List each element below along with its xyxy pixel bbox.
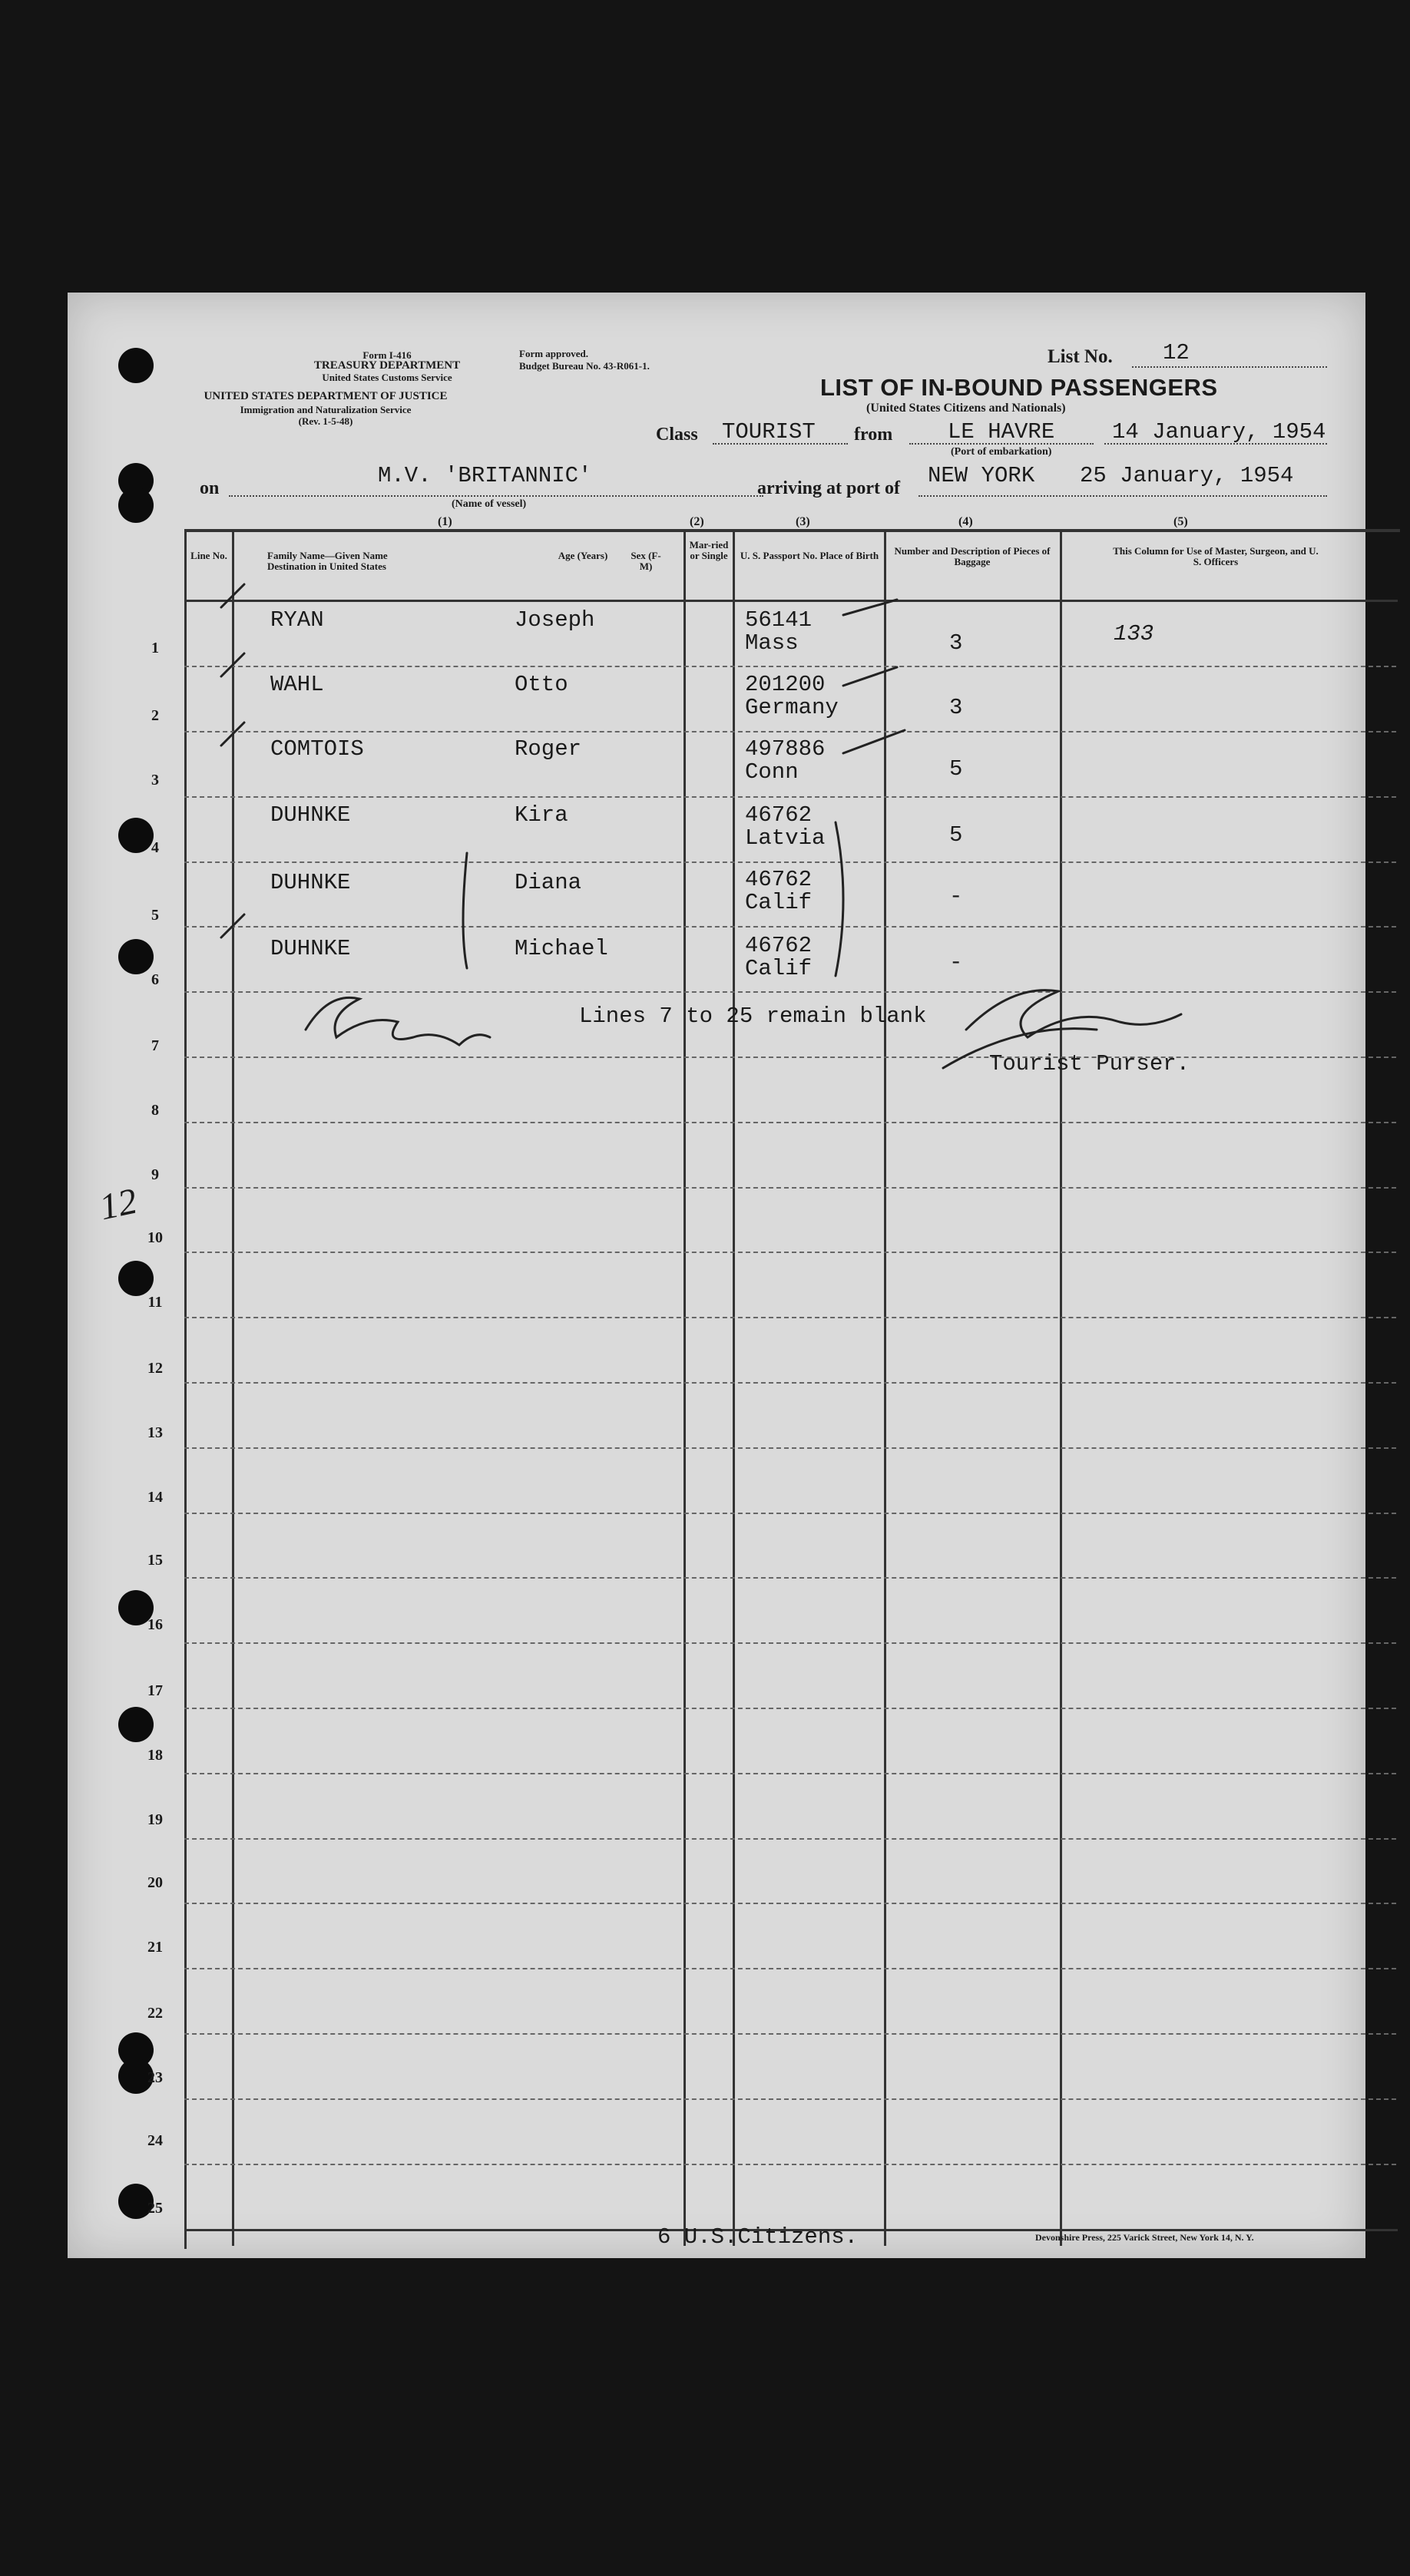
given-name: Roger <box>515 736 582 762</box>
line-number: 1 <box>151 640 159 656</box>
line-number: 10 <box>147 1229 163 1246</box>
port-embarkation-caption: (Port of embarkation) <box>951 446 1052 458</box>
vessel-caption: (Name of vessel) <box>452 498 527 510</box>
passport-number: 46762 <box>745 933 813 958</box>
form-approved: Form approved. <box>519 348 589 359</box>
family-name: COMTOIS <box>270 736 364 762</box>
rev-label: (Rev. 1-5-48) <box>298 415 353 427</box>
given-name: Michael <box>515 936 608 961</box>
col4-number: (4) <box>958 515 973 528</box>
manifest-page <box>68 293 1365 2258</box>
place-of-birth: Latvia <box>745 825 826 851</box>
baggage-count: 3 <box>949 630 963 656</box>
signature-stroke <box>306 997 490 1045</box>
class-value: TOURIST <box>722 419 816 445</box>
line-number: 6 <box>151 971 159 988</box>
baggage-count: 5 <box>949 822 963 848</box>
line-number: 14 <box>147 1489 163 1506</box>
line-number: 8 <box>151 1102 159 1119</box>
header-officers: This Column for Use of Master, Surgeon, and U. S. Officers <box>1113 545 1319 567</box>
passport-number: 497886 <box>745 736 826 762</box>
line-number: 5 <box>151 907 159 924</box>
header-name: Family Name—Given Name Destination in United States <box>267 550 388 572</box>
line-number: 7 <box>151 1037 159 1054</box>
handwriting-marks <box>68 293 1365 1137</box>
header-sex: Sex (F-M) <box>631 550 661 572</box>
arriving-label: arriving at port of <box>757 478 900 498</box>
line-number: 13 <box>147 1424 163 1441</box>
passport-number: 201200 <box>745 672 826 697</box>
baggage-count: 5 <box>949 756 963 782</box>
line-number: 2 <box>151 707 159 724</box>
baggage-count: - <box>949 884 963 909</box>
line-number: 20 <box>147 1874 163 1891</box>
list-no-value: 12 <box>1163 340 1190 365</box>
line-number: 19 <box>147 1811 163 1828</box>
passport-number: 46762 <box>745 867 813 892</box>
baggage-count: 3 <box>949 695 963 720</box>
given-name: Kira <box>515 802 568 828</box>
vessel-name: M.V. 'BRITANNIC' <box>378 463 592 488</box>
footer-total: 6 U.S.Citizens. <box>657 2224 859 2250</box>
punch-hole <box>118 1707 154 1742</box>
col2-number: (2) <box>690 515 704 528</box>
line-number: 15 <box>147 1552 163 1569</box>
signature-stroke <box>966 990 1181 1037</box>
given-name: Otto <box>515 672 568 697</box>
punch-hole <box>118 1261 154 1296</box>
line-number: 18 <box>147 1747 163 1764</box>
class-label: Class <box>656 425 698 445</box>
margin-note: 12 <box>96 1180 141 1228</box>
col3-number: (3) <box>796 515 810 528</box>
printer-imprint: Devonshire Press, 225 Varick Street, New York 14, N. Y. <box>1035 2232 1254 2243</box>
place-of-birth: Calif <box>745 956 813 981</box>
given-name: Joseph <box>515 607 595 633</box>
tick-mark <box>221 584 244 607</box>
family-name: DUHNKE <box>270 870 351 895</box>
list-no-label: List No. <box>1048 346 1113 367</box>
line-number: 11 <box>147 1294 163 1311</box>
bracket-mark <box>836 822 843 976</box>
place-of-birth: Conn <box>745 759 799 785</box>
header-age: Age (Years) <box>558 550 608 561</box>
departure-date: 14 January, 1954 <box>1112 419 1326 445</box>
place-of-birth: Mass <box>745 630 799 656</box>
line-number: 16 <box>147 1616 163 1633</box>
budget-bureau: Budget Bureau No. 43-R061-1. <box>519 360 650 372</box>
line-number: 21 <box>147 1939 163 1956</box>
check-mark <box>843 730 905 753</box>
line-number: 12 <box>147 1360 163 1377</box>
header-passport: U. S. Passport No. Place of Birth <box>740 550 879 561</box>
given-name: Diana <box>515 870 582 895</box>
check-mark <box>843 667 897 686</box>
family-name: RYAN <box>270 607 324 633</box>
tick-mark <box>221 723 244 746</box>
ins-label: Immigration and Naturalization Service <box>240 404 412 415</box>
place-of-birth: Germany <box>745 695 839 720</box>
line-number: 23 <box>147 2069 163 2086</box>
family-name: DUHNKE <box>270 936 351 961</box>
line-number: 9 <box>151 1166 159 1183</box>
line-number: 22 <box>147 2005 163 2022</box>
port-embarkation: LE HAVRE <box>948 419 1055 445</box>
line-number: 3 <box>151 772 159 789</box>
customs-label: United States Customs Service <box>322 372 452 383</box>
blank-lines-note: Lines 7 to 25 remain blank <box>579 1004 927 1029</box>
page-title: LIST OF IN-BOUND PASSENGERS <box>820 374 1218 401</box>
signature-stroke <box>943 1029 1097 1068</box>
header-married: Mar-ried or Single <box>689 539 729 561</box>
treasury-label: TREASURY DEPARTMENT <box>313 359 461 372</box>
place-of-birth: Calif <box>745 890 813 915</box>
arrival-date: 25 January, 1954 <box>1080 463 1294 488</box>
officer-note: 133 <box>1114 621 1154 646</box>
tick-mark <box>221 914 244 937</box>
baggage-count: - <box>949 950 963 975</box>
tick-mark <box>221 653 244 676</box>
header-line-no: Line No. <box>190 550 227 561</box>
line-number: 4 <box>151 839 159 856</box>
passport-number: 46762 <box>745 802 813 828</box>
check-mark <box>843 600 897 615</box>
col1-number: (1) <box>438 515 452 528</box>
line-number: 25 <box>147 2200 163 2217</box>
form-number: Form I-416 <box>362 349 412 361</box>
page-subtitle: (United States Citizens and Nationals) <box>866 402 1066 415</box>
line-number: 17 <box>147 1682 163 1699</box>
col5-number: (5) <box>1173 515 1188 528</box>
header-baggage: Number and Description of Pieces of Baggage <box>894 545 1051 567</box>
from-label: from <box>854 425 893 445</box>
passport-number: 56141 <box>745 607 813 633</box>
vertical-mark <box>463 853 467 968</box>
justice-label: UNITED STATES DEPARTMENT OF JUSTICE <box>204 390 448 402</box>
line-number: 24 <box>147 2132 163 2149</box>
purser-signature-title: Tourist Purser. <box>989 1051 1190 1076</box>
on-label: on <box>200 478 220 498</box>
family-name: WAHL <box>270 672 324 697</box>
arrival-port: NEW YORK <box>928 463 1035 488</box>
family-name: DUHNKE <box>270 802 351 828</box>
